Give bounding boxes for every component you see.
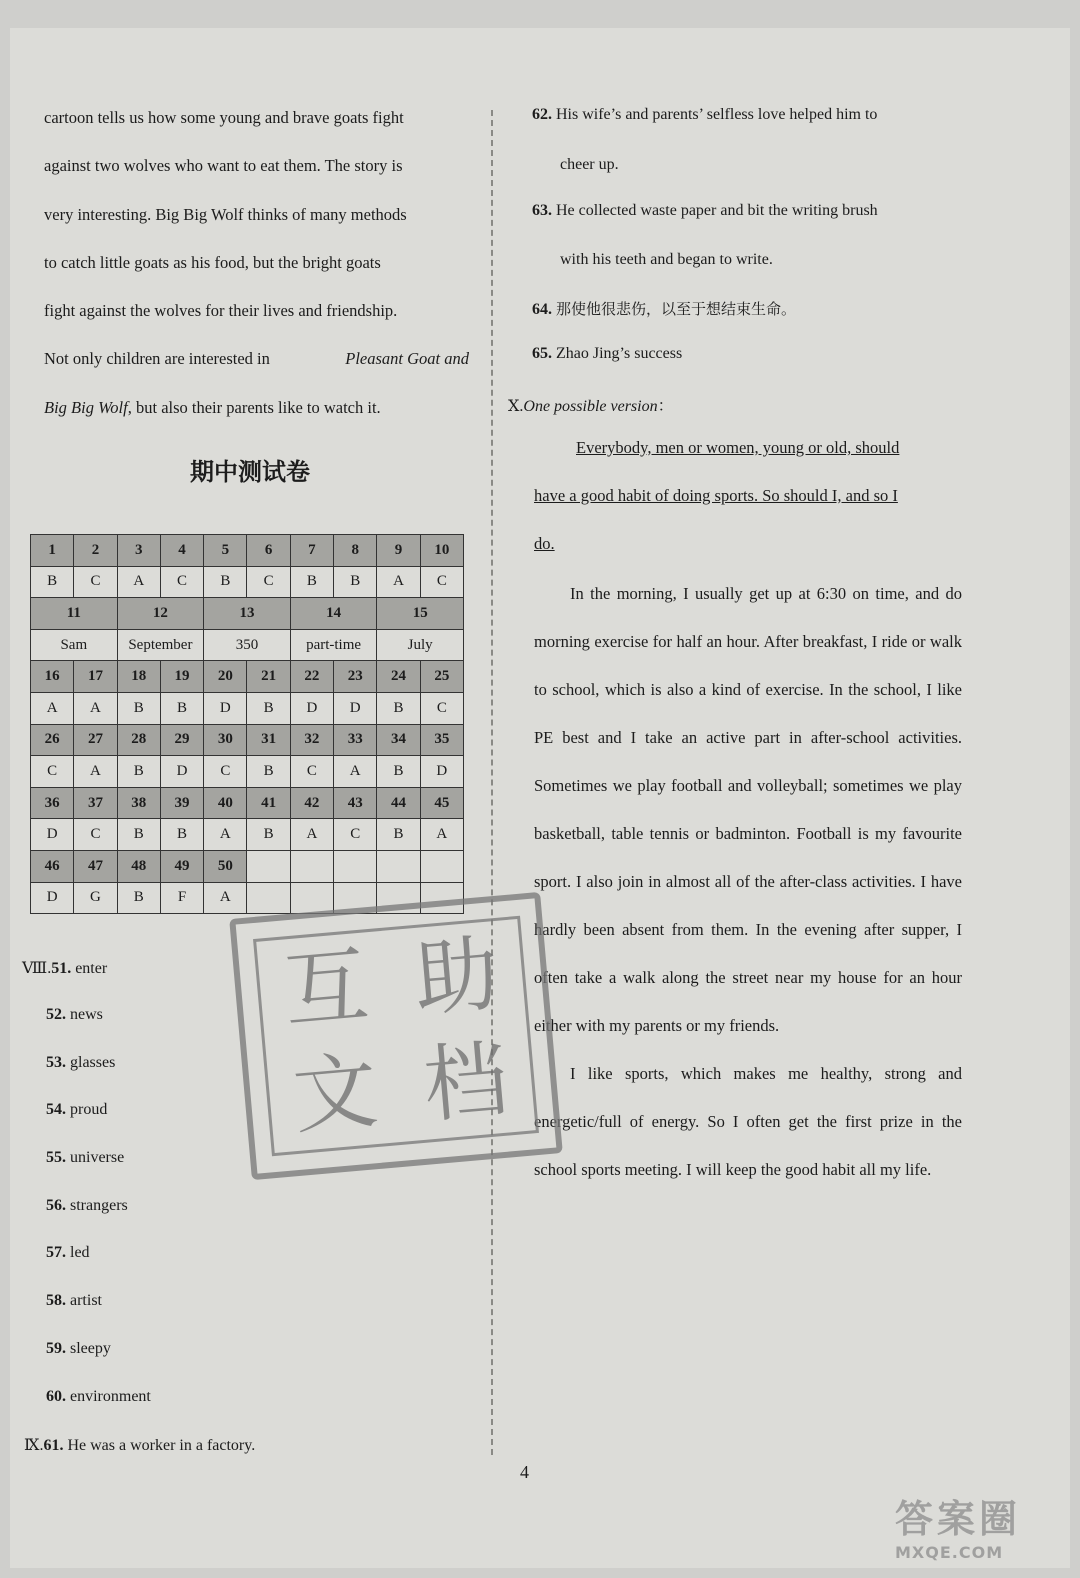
underlined-line (534, 534, 964, 554)
item-number: 53. (46, 1054, 66, 1071)
item-answer: enter (75, 960, 108, 977)
table-row (31, 535, 464, 567)
answer-cell: A (204, 819, 247, 851)
question-number: 17 (74, 661, 117, 693)
item-number: 61. (43, 1437, 64, 1454)
answer-cell: B (117, 882, 160, 914)
question-number: 20 (204, 661, 247, 693)
answer-cell: C (334, 819, 377, 851)
question-number: 42 (290, 787, 333, 819)
item-number: 58. (46, 1292, 66, 1309)
answer-table (30, 534, 464, 914)
answer-item-61 (24, 1435, 255, 1455)
table-row (31, 692, 464, 724)
underlined-text: Everybody, men or women, young or old, should (576, 438, 900, 457)
question-number: 19 (160, 661, 203, 693)
item-answer: Zhao Jing’s success (556, 345, 683, 362)
question-number: 45 (420, 787, 463, 819)
answer-item-52 (46, 1006, 103, 1024)
table-row (31, 819, 464, 851)
answer-cell: September (117, 629, 204, 661)
question-number: 7 (290, 535, 333, 567)
underlined-text: have a good habit of doing sports. So should I, and so I (534, 486, 898, 505)
question-number: 46 (31, 850, 74, 882)
underlined-text: do. (534, 534, 555, 553)
answer-cell: B (160, 819, 203, 851)
item-answer: news (70, 1006, 103, 1023)
question-number: 30 (204, 724, 247, 756)
answer-cell: B (31, 566, 74, 598)
text-line (44, 335, 469, 383)
answer-cell: C (290, 756, 333, 788)
answer-cell: B (377, 819, 420, 851)
question-number: 26 (31, 724, 74, 756)
essay-paragraph: In the morning, I usually get up at 6:30 on time, and do morning exercise for half an hour. After breakfast, I ride or walk to school, which is also a kind of exercise. In the school, I like PE best and I take an active part in after-school activities. Sometimes we play football and volleyball; sometimes we play basketball, table tennis or badminton. Football is my favourite sport. I also join in almost all of the after-class activities. I have hardly been absent from them. In the evening after supper, I often take a walk along the street near my house for an hour either with my parents or my friends. (534, 584, 962, 1035)
answer-item-63-cont (560, 251, 990, 269)
stamp-char: 助 (410, 924, 503, 1029)
answer-cell: A (204, 882, 247, 914)
item-answer: He collected waste paper and bit the writing brush (556, 202, 878, 219)
answer-cell: A (420, 819, 463, 851)
text-segment: Not only children are interested in (44, 349, 270, 369)
item-number: 52. (46, 1006, 66, 1023)
item-number: 57. (46, 1244, 66, 1261)
table-row (31, 756, 464, 788)
answer-item-56 (46, 1197, 128, 1215)
item-number: 54. (46, 1101, 66, 1118)
item-number: 56. (46, 1197, 66, 1214)
item-number: 59. (46, 1340, 66, 1357)
question-number: 23 (334, 661, 377, 693)
text-segment: , but also their parents like to watch it. (127, 397, 381, 417)
question-number: 14 (290, 598, 377, 630)
item-number: 64. (532, 301, 552, 318)
answer-cell: Sam (31, 629, 118, 661)
question-number: 12 (117, 598, 204, 630)
item-number: 51. (51, 960, 72, 977)
item-answer: 那使他很悲伤，以至于想结束生命。 (556, 300, 797, 318)
question-number: 13 (204, 598, 291, 630)
question-number: 35 (420, 724, 463, 756)
question-number: 29 (160, 724, 203, 756)
answer-cell: B (117, 819, 160, 851)
section-title: 期中测试卷 (190, 458, 310, 486)
item-answer: glasses (70, 1054, 116, 1071)
question-number: 15 (377, 598, 464, 630)
question-number: 33 (334, 724, 377, 756)
answer-cell: C (420, 566, 463, 598)
item-number: 63. (532, 202, 552, 219)
question-number: 43 (334, 787, 377, 819)
table-row (31, 724, 464, 756)
stamp-char: 文 (289, 1041, 382, 1146)
label-colon: ： (657, 398, 674, 415)
empty-cell (290, 882, 333, 914)
answer-cell: G (74, 882, 117, 914)
item-answer: cheer up. (560, 156, 619, 173)
answer-cell: C (74, 566, 117, 598)
question-number: 4 (160, 535, 203, 567)
question-number: 2 (74, 535, 117, 567)
question-number: 27 (74, 724, 117, 756)
answer-cell: D (420, 756, 463, 788)
question-number: 38 (117, 787, 160, 819)
cartoon-title: Pleasant Goat and (345, 349, 469, 369)
answer-cell: C (420, 692, 463, 724)
answer-item-63 (532, 202, 962, 220)
question-number: 21 (247, 661, 290, 693)
answer-cell: B (377, 692, 420, 724)
answer-cell: D (290, 692, 333, 724)
answer-cell: A (74, 756, 117, 788)
answer-cell: D (31, 819, 74, 851)
answer-item-65 (532, 345, 962, 363)
question-number: 50 (204, 850, 247, 882)
text-line: fight against the wolves for their lives and friendship. (44, 301, 398, 321)
answer-cell: B (117, 756, 160, 788)
question-number: 39 (160, 787, 203, 819)
answer-cell: F (160, 882, 203, 914)
page-number: 4 (520, 1462, 529, 1482)
table-row (31, 598, 464, 630)
answer-item-55 (46, 1149, 124, 1167)
section-numeral: Ⅹ. (508, 398, 524, 415)
text-line: very interesting. Big Big Wolf thinks of many methods (44, 204, 407, 224)
answer-cell: B (204, 566, 247, 598)
answer-item-58 (46, 1292, 102, 1310)
answer-cell: A (377, 566, 420, 598)
stamp-watermark (229, 892, 563, 1180)
question-number: 32 (290, 724, 333, 756)
answer-cell: B (290, 566, 333, 598)
empty-cell (334, 850, 377, 882)
underlined-line (534, 486, 962, 506)
question-number: 11 (31, 598, 118, 630)
story-paragraph (44, 94, 469, 432)
question-number: 48 (117, 850, 160, 882)
answer-cell: B (160, 692, 203, 724)
answer-item-62 (532, 106, 962, 124)
item-answer: proud (70, 1101, 108, 1118)
text-line: against two wolves who want to eat them. The story is (44, 156, 403, 176)
question-number: 25 (420, 661, 463, 693)
empty-cell (377, 850, 420, 882)
item-number: 65. (532, 345, 552, 362)
item-number: 62. (532, 106, 552, 123)
empty-cell (247, 882, 290, 914)
answer-cell: A (290, 819, 333, 851)
answer-item-60 (46, 1388, 151, 1406)
item-answer: He was a worker in a factory. (67, 1437, 256, 1454)
question-number: 8 (334, 535, 377, 567)
answer-cell: D (31, 882, 74, 914)
column-divider (491, 110, 493, 1455)
question-number: 6 (247, 535, 290, 567)
question-number: 40 (204, 787, 247, 819)
empty-cell (247, 850, 290, 882)
underlined-line (576, 438, 958, 458)
item-number: 55. (46, 1149, 66, 1166)
essay-paragraph: I like sports, which makes me healthy, strong and energetic/full of energy. So I often get the first prize in the school sports meeting. I will keep the good habit all my life. (534, 1064, 962, 1179)
item-answer: strangers (70, 1197, 128, 1214)
answer-cell: C (247, 566, 290, 598)
version-label: One possible version (523, 398, 658, 415)
question-number: 5 (204, 535, 247, 567)
answer-cell: D (334, 692, 377, 724)
text-line: cartoon tells us how some young and brave goats fight (44, 108, 404, 127)
answer-cell: C (74, 819, 117, 851)
answer-cell: July (377, 629, 464, 661)
item-answer: His wife’s and parents’ selfless love helped him to (556, 106, 878, 123)
table-row (31, 850, 464, 882)
answer-cell: C (204, 756, 247, 788)
question-number: 22 (290, 661, 333, 693)
question-number: 1 (31, 535, 74, 567)
answer-cell: C (160, 566, 203, 598)
site-watermark (895, 1488, 1055, 1568)
item-answer: sleepy (70, 1340, 111, 1357)
question-number: 34 (377, 724, 420, 756)
answer-cell: D (160, 756, 203, 788)
question-number: 49 (160, 850, 203, 882)
answer-cell: A (74, 692, 117, 724)
item-number: 60. (46, 1388, 66, 1405)
stamp-char: 互 (279, 935, 373, 1041)
question-number: 24 (377, 661, 420, 693)
answer-cell: A (31, 692, 74, 724)
question-number: 10 (420, 535, 463, 567)
question-number: 3 (117, 535, 160, 567)
answer-cell: C (31, 756, 74, 788)
answer-item-53 (46, 1054, 115, 1072)
question-number: 36 (31, 787, 74, 819)
answer-cell: A (117, 566, 160, 598)
cartoon-title: Big Big Wolf (44, 397, 128, 417)
item-answer: environment (70, 1388, 151, 1405)
item-answer: led (70, 1244, 90, 1261)
stamp-char: 档 (419, 1029, 512, 1135)
answer-cell: B (247, 819, 290, 851)
watermark-title: 答案圈 (895, 1497, 1022, 1541)
question-number: 28 (117, 724, 160, 756)
item-answer: artist (70, 1292, 102, 1309)
question-number: 18 (117, 661, 160, 693)
text-line (44, 384, 469, 432)
answer-cell: part-time (290, 629, 377, 661)
question-number: 47 (74, 850, 117, 882)
answer-cell: A (334, 756, 377, 788)
essay-body (534, 570, 962, 1194)
watermark-url: MXQE.COM (895, 1543, 1004, 1562)
question-number: 9 (377, 535, 420, 567)
answer-item-51 (22, 958, 107, 978)
question-number: 37 (74, 787, 117, 819)
section-numeral: Ⅸ. (24, 1437, 44, 1454)
table-row (31, 787, 464, 819)
question-number: 44 (377, 787, 420, 819)
answer-item-54 (46, 1101, 107, 1119)
empty-cell (420, 850, 463, 882)
answer-cell: B (334, 566, 377, 598)
answer-item-57 (46, 1244, 90, 1262)
answer-item-59 (46, 1340, 111, 1358)
section-numeral: Ⅷ. (22, 960, 52, 977)
question-number: 41 (247, 787, 290, 819)
question-number: 16 (31, 661, 74, 693)
table-row (31, 629, 464, 661)
item-answer: universe (70, 1149, 125, 1166)
question-number: 31 (247, 724, 290, 756)
answer-item-62-cont (560, 156, 990, 174)
table-row (31, 566, 464, 598)
answer-cell: B (247, 692, 290, 724)
answer-cell: 350 (204, 629, 291, 661)
answer-cell: D (204, 692, 247, 724)
section-10-header (508, 393, 938, 416)
answer-cell: B (247, 756, 290, 788)
text-line: to catch little goats as his food, but the bright goats (44, 252, 381, 272)
table-row (31, 661, 464, 693)
answer-cell: B (377, 756, 420, 788)
empty-cell (290, 850, 333, 882)
answer-item-64 (532, 298, 962, 319)
item-answer: with his teeth and began to write. (560, 251, 773, 268)
answer-cell: B (117, 692, 160, 724)
